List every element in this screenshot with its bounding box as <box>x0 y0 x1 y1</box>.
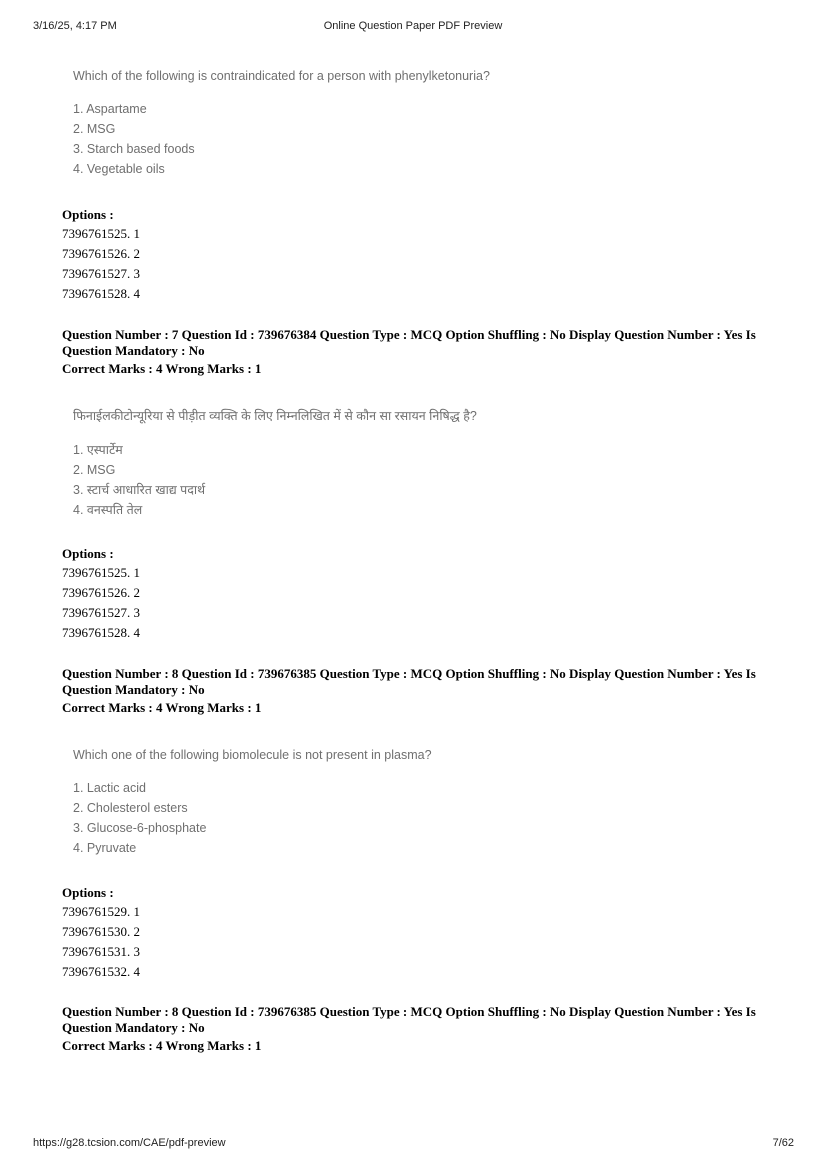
options-block-q7 <box>62 544 140 643</box>
option-row: 7396761525. 1 <box>62 565 140 580</box>
question-image-q6 <box>73 69 490 179</box>
choice-item: 3. Starch based foods <box>73 142 195 156</box>
options-label: Options : <box>62 546 114 561</box>
options-block-q8 <box>62 883 140 982</box>
marks-line: Correct Marks : 4 Wrong Marks : 1 <box>62 361 262 376</box>
question-meta-line: Question Mandatory : No <box>62 1020 205 1035</box>
question-image-q8 <box>73 748 432 858</box>
option-row: 7396761531. 3 <box>62 944 140 959</box>
options-label: Options : <box>62 207 114 222</box>
option-row: 7396761526. 2 <box>62 246 140 261</box>
option-row: 7396761530. 2 <box>62 924 140 939</box>
option-row: 7396761532. 4 <box>62 964 140 979</box>
option-row: 7396761526. 2 <box>62 585 140 600</box>
page-number: 7/62 <box>772 1137 794 1149</box>
page-title: Online Question Paper PDF Preview <box>323 20 503 32</box>
question-meta-line: Question Number : 8 Question Id : 739676385 Question Type : MCQ Option Shuffling : No Display Question Number : Yes Is <box>62 666 756 681</box>
marks-line: Correct Marks : 4 Wrong Marks : 1 <box>62 700 262 715</box>
choice-item: 1. Aspartame <box>73 102 147 116</box>
choice-item: 1. Lactic acid <box>73 781 146 795</box>
question-meta-q8-hindi <box>62 1004 782 1054</box>
question-meta-q7 <box>62 327 782 377</box>
option-row: 7396761528. 4 <box>62 286 140 301</box>
question-meta-line: Question Number : 8 Question Id : 739676385 Question Type : MCQ Option Shuffling : No Display Question Number : Yes Is <box>62 1004 756 1019</box>
choice-item: 4. Pyruvate <box>73 841 137 855</box>
choice-item: 2. Cholesterol esters <box>73 801 188 815</box>
question-text: फिनाईलकीटोन्यूरिया से पीड़ीत व्यक्ति के लिए निम्नलिखित में से कौन सा रसायन निषिद्ध है? <box>73 409 477 423</box>
options-label: Options : <box>62 885 114 900</box>
question-meta-line: Question Mandatory : No <box>62 343 205 358</box>
choice-item: 4. वनस्पति तेल <box>73 503 143 517</box>
question-meta-line: Question Mandatory : No <box>62 682 205 697</box>
question-meta-line: Question Number : 7 Question Id : 739676384 Question Type : MCQ Option Shuffling : No Display Question Number : Yes Is <box>62 327 756 342</box>
question-meta-q8 <box>62 666 782 716</box>
marks-line: Correct Marks : 4 Wrong Marks : 1 <box>62 1038 262 1053</box>
option-row: 7396761529. 1 <box>62 904 140 919</box>
options-block-q6 <box>62 205 140 304</box>
question-text: Which one of the following biomolecule is not present in plasma? <box>73 748 432 762</box>
option-row: 7396761525. 1 <box>62 226 140 241</box>
option-row: 7396761528. 4 <box>62 625 140 640</box>
choice-item: 3. स्टार्च आधारित खाद्य पदार्थ <box>73 483 206 497</box>
option-row: 7396761527. 3 <box>62 266 140 281</box>
question-text: Which of the following is contraindicated for a person with phenylketonuria? <box>73 69 490 83</box>
choice-item: 2. MSG <box>73 122 116 136</box>
choice-item: 1. एस्पार्टेम <box>73 443 123 457</box>
choice-item: 3. Glucose-6-phosphate <box>73 821 207 835</box>
page-url: https://g28.tcsion.com/CAE/pdf-preview <box>33 1137 226 1149</box>
option-row: 7396761527. 3 <box>62 605 140 620</box>
print-datetime: 3/16/25, 4:17 PM <box>33 20 117 32</box>
choice-item: 2. MSG <box>73 463 116 477</box>
question-image-q7 <box>73 407 477 520</box>
choice-item: 4. Vegetable oils <box>73 162 165 176</box>
